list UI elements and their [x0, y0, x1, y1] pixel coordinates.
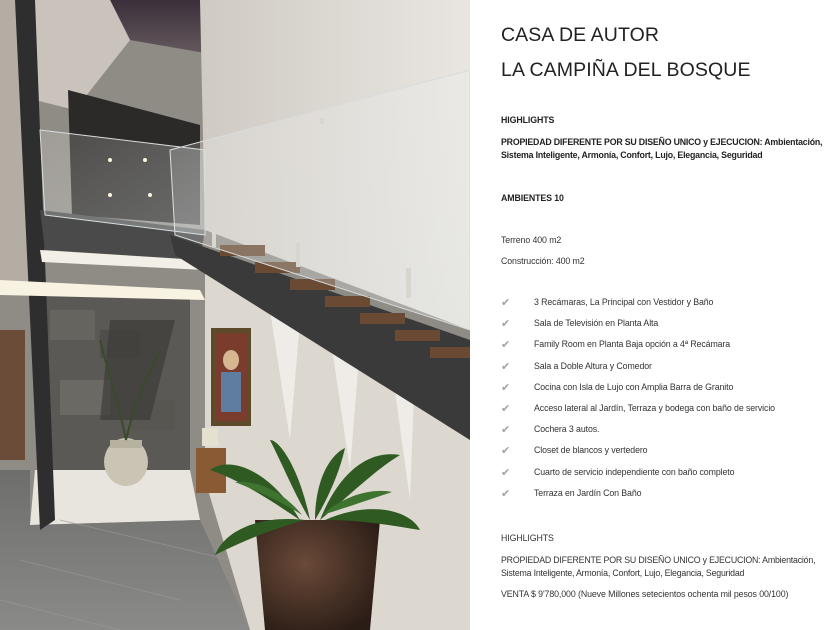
highlights-bottom-line-2: Sistema Inteligente, Armonía, Confort, Lujo, Elegancia, Seguridad [501, 568, 745, 578]
check-icon: ✔ [501, 381, 511, 394]
feature-text: Closet de blancos y vertedero [534, 445, 648, 456]
check-icon: ✔ [501, 318, 511, 331]
listing-panel [501, 0, 840, 630]
feature-text: Cocina con Isla de Lujo con Amplia Barra de Granito [534, 381, 734, 392]
feature-text: 3 Recámaras, La Principal con Vestidor y Baño [534, 297, 714, 307]
check-icon: ✔ [501, 339, 511, 352]
check-icon: ✔ [501, 297, 511, 309]
feature-text: Family Room en Planta Baja opción a 4ª Recámara [534, 339, 731, 350]
highlights-top-line-2: Sistema Inteligente, Armonía, Confort, Lujo, Elegancia, Seguridad [501, 150, 763, 160]
highlights-label-top: HIGHLIGHTS [501, 115, 555, 125]
check-icon: ✔ [501, 424, 511, 437]
feature-text: Sala de Televisión en Planta Alta [534, 318, 659, 329]
check-icon: ✔ [501, 402, 511, 415]
feature-text: Sala a Doble Altura y Comedor [534, 360, 652, 371]
feature-text: Cochera 3 autos. [534, 424, 600, 435]
terreno-text: Terreno 400 m2 [501, 235, 562, 245]
check-icon: ✔ [501, 466, 511, 479]
feature-text: Cuarto de servicio independiente con baño completo [534, 466, 735, 477]
price-text: VENTA $ 9'780,000 (Nueve Millones setecientos ochenta mil pesos 00/100) [501, 589, 789, 599]
check-icon: ✔ [501, 445, 511, 458]
highlights-text-bottom [501, 554, 815, 580]
feature-text: Acceso lateral al Jardín, Terraza y bodega con baño de servicio [534, 402, 775, 413]
highlights-label-bottom: HIGHLIGHTS [501, 533, 554, 543]
title-line-1: CASA DE AUTOR [501, 24, 660, 46]
check-icon: ✔ [501, 360, 511, 373]
title-line-2: LA CAMPIÑA DEL BOSQUE [501, 59, 751, 81]
check-icon: ✔ [501, 487, 511, 500]
highlights-text-top [501, 136, 822, 162]
construccion-text: Construcción: 400 m2 [501, 256, 585, 266]
highlights-bottom-line-1: PROPIEDAD DIFERENTE POR SU DISEÑO UNICO y EJECUCION: Ambientación, [501, 555, 816, 565]
highlights-top-line-1: PROPIEDAD DIFERENTE POR SU DISEÑO UNICO y EJECUCION: Ambientación, [501, 137, 823, 147]
feature-text: Terraza en Jardín Con Baño [534, 487, 642, 498]
ambientes-label: AMBIENTES 10 [501, 193, 564, 203]
